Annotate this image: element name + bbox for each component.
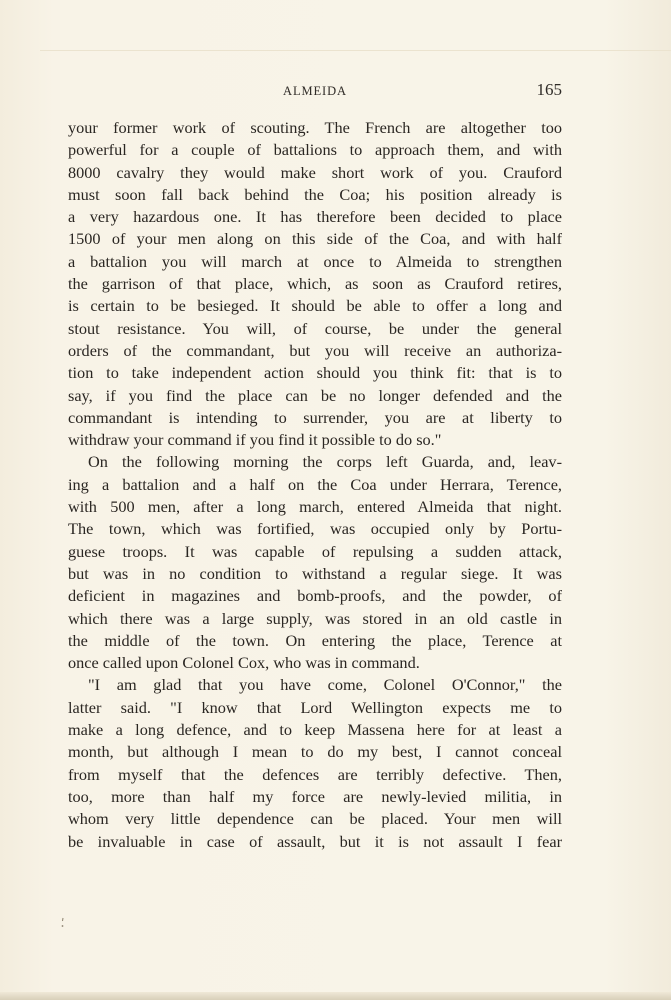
text-line: make a long defence, and to keep Massena here for at least a	[68, 720, 562, 740]
text-line: withdraw your command if you find it possible to do so."	[68, 430, 442, 450]
text-line: say, if you find the place can be no longer defended and the	[68, 385, 562, 405]
text-line: 1500 of your men along on this side of the Coa, and with half	[68, 229, 562, 249]
text-line: commandant is intending to surrender, you are at liberty to	[68, 407, 562, 427]
page-top-edge	[40, 50, 671, 51]
text-line: a battalion you will march at once to Almeida to strengthen	[68, 251, 562, 271]
text-line: tion to take independent action should you think fit: that is to	[68, 363, 562, 383]
text-line: whom very little dependence can be placed. Your men will	[68, 809, 562, 829]
page-number: 165	[536, 80, 562, 99]
text-line: ing a battalion and a half on the Coa under Herrara, Terence,	[68, 474, 562, 494]
text-line: once called upon Colonel Cox, who was in command.	[68, 653, 420, 673]
running-title: ALMEIDA	[283, 84, 347, 98]
paragraph-first-line: On the following morning the corps left Guarda, and, leav-	[88, 452, 562, 472]
text-line: powerful for a couple of battalions to approach them, and with	[68, 140, 562, 160]
text-line: from myself that the defences are terribly defective. Then,	[68, 764, 562, 784]
text-line: which there was a large supply, was stored in an old castle in	[68, 608, 562, 628]
text-line: be invaluable in case of assault, but it is not assault I fear	[68, 831, 562, 851]
ink-speck	[61, 917, 64, 929]
text-line: latter said. "I know that Lord Wellington expects me to	[68, 697, 562, 717]
text-line: with 500 men, after a long march, entered Almeida that night.	[68, 497, 562, 517]
running-head	[68, 80, 562, 100]
text-line: guese troops. It was capable of repulsing a sudden attack,	[68, 541, 562, 561]
ink-speck-shape	[61, 917, 65, 929]
text-line: your former work of scouting. The French are altogether too	[68, 118, 562, 137]
text-line: 8000 cavalry they would make short work of you. Crauford	[68, 162, 562, 182]
text-line: the garrison of that place, which, as soon as Crauford retires,	[68, 274, 562, 294]
text-line: deficient in magazines and bomb-proofs, and the powder, of	[68, 586, 562, 606]
text-line: is certain to be besieged. It should be able to offer a long and	[68, 296, 562, 316]
text-line: The town, which was fortified, was occupied only by Portu-	[68, 519, 562, 539]
body-text	[68, 117, 562, 853]
text-line: a very hazardous one. It has therefore been decided to place	[68, 207, 562, 227]
text-line: stout resistance. You will, of course, be under the general	[68, 318, 562, 338]
text-line: must soon fall back behind the Coa; his position already is	[68, 184, 562, 204]
text-line: month, but although I mean to do my best, I cannot conceal	[68, 742, 562, 762]
text-line: but was in no condition to withstand a regular siege. It was	[68, 563, 562, 583]
text-line: orders of the commandant, but you will receive an authoriza-	[68, 340, 562, 360]
paragraph-first-line: "I am glad that you have come, Colonel O'Connor," the	[88, 675, 562, 695]
text-line: the middle of the town. On entering the place, Terence at	[68, 630, 562, 650]
page-bottom-edge	[0, 992, 671, 1000]
text-line: too, more than half my force are newly-levied militia, in	[68, 786, 562, 806]
